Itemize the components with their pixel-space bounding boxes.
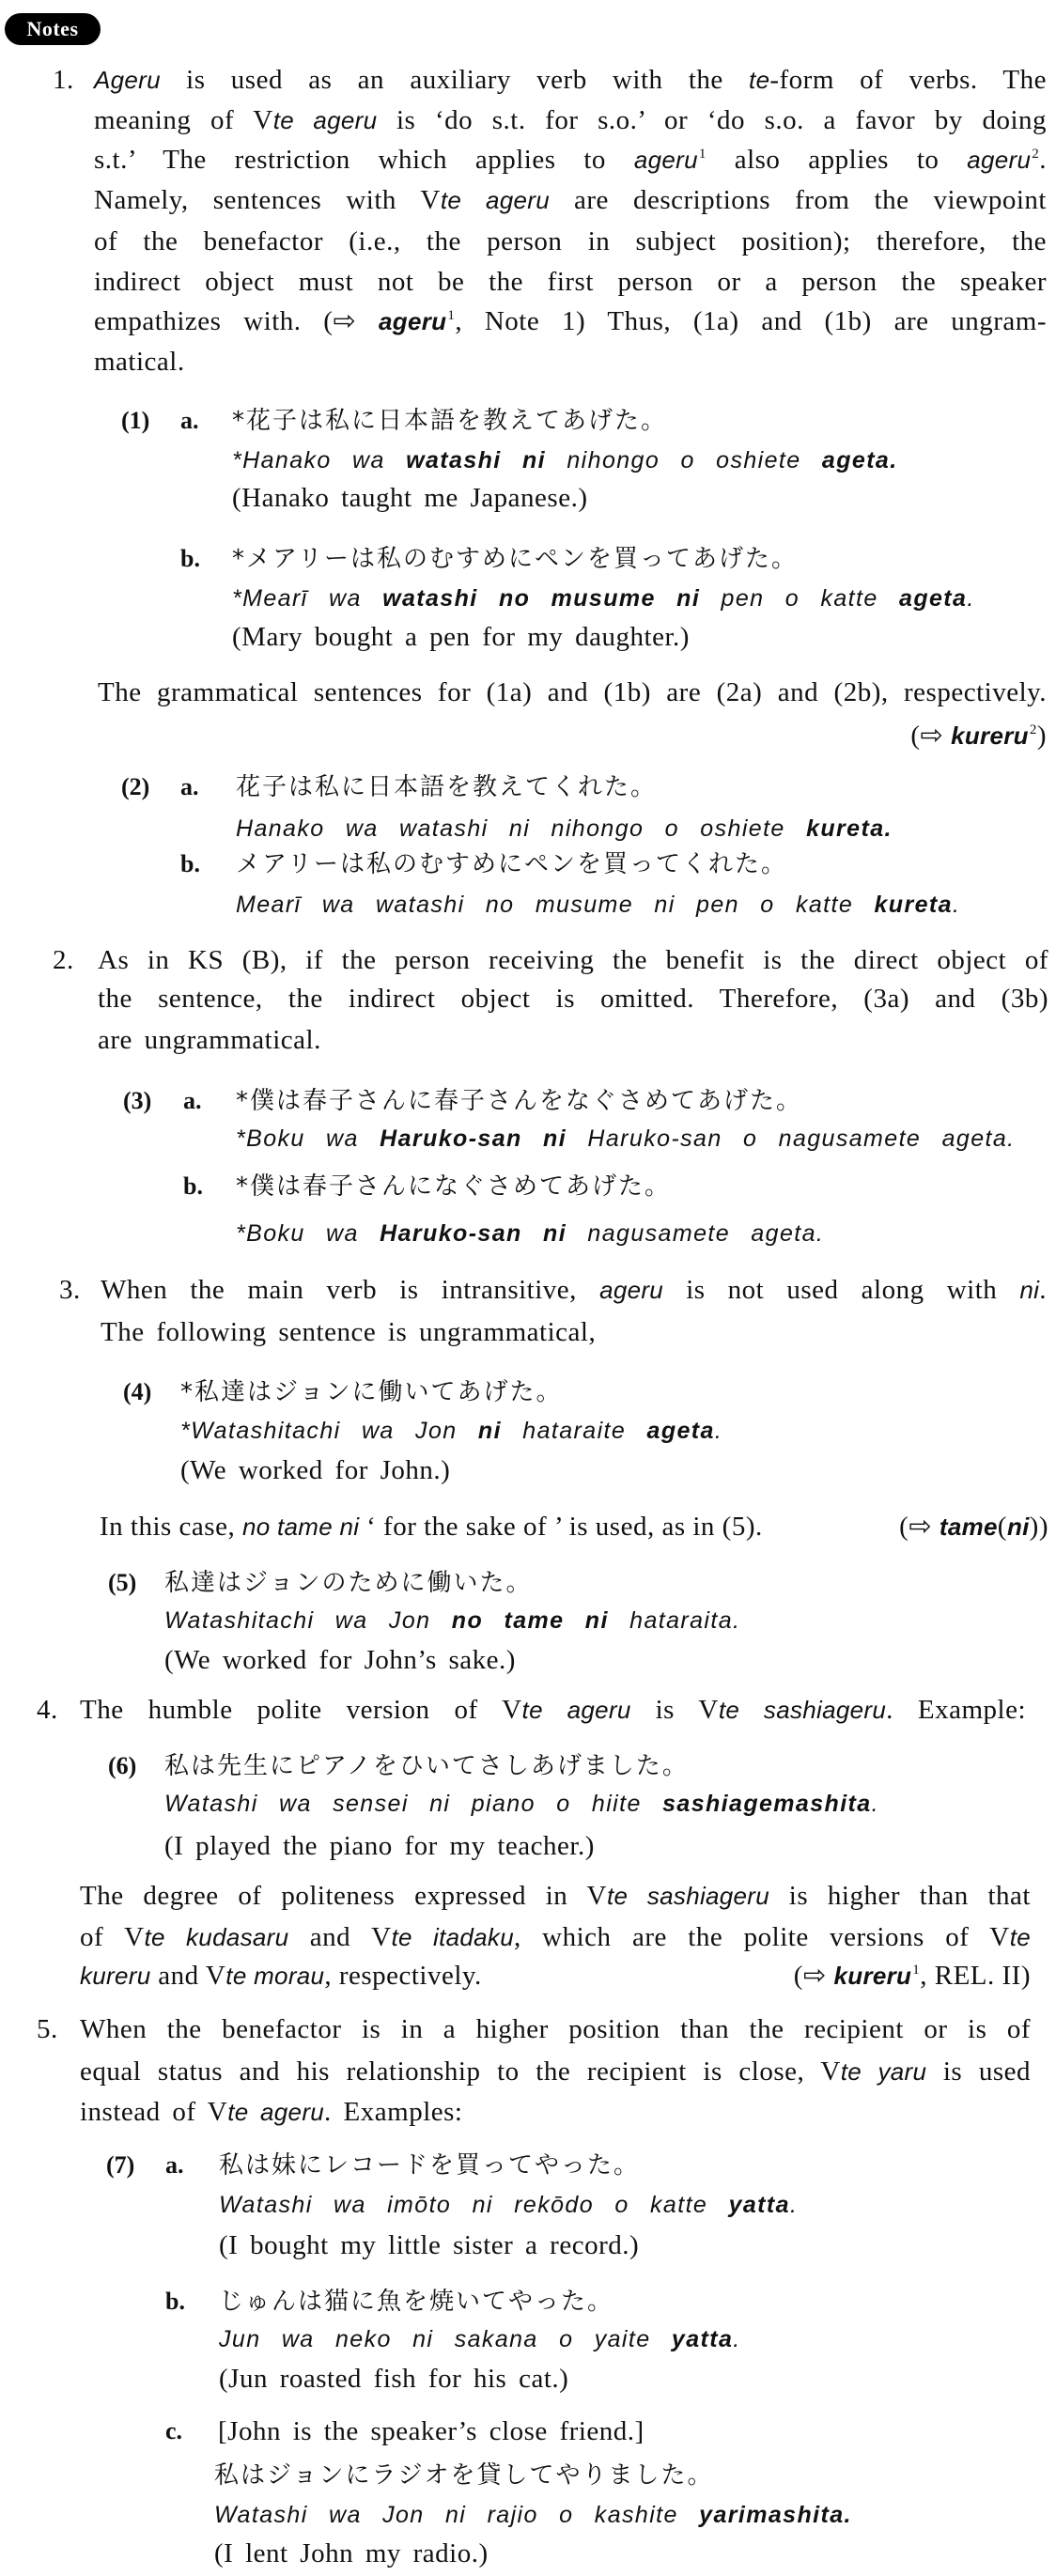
example-context: [John is the speaker’s close friend.] [218,2416,644,2446]
example-japanese: 私は先生にピアノをひいてさしあげました。 [164,1752,689,1780]
example-english: (I lent John my radio.) [214,2538,489,2568]
text: s.t.’ The restriction which applies to [94,145,634,175]
paragraph-text [80,1957,482,1994]
example-letter: b. [165,2288,185,2315]
text: is V [630,1695,719,1725]
text: As in KS (B), if the person receiving the benefit is the direct object of [98,945,1048,975]
text: ‘ for the sake of ’ is used, as in (5). [359,1512,763,1542]
romaji-emphasis: ni [477,1418,502,1444]
romaji-text: pen o katte [700,585,900,612]
text: instead of V [80,2097,228,2127]
text: When the main verb is intransitive, [101,1275,600,1305]
example-english: (I bought my little sister a record.) [219,2230,640,2260]
superscript: 1 [912,1963,921,1978]
text: also applies to [706,145,968,175]
term-italic: te morau [225,1962,325,1990]
text: is used [926,2056,1032,2087]
text: matical. [94,347,185,377]
romaji-emphasis: yatta [728,2192,790,2218]
romaji-text: *Mearī wa [232,585,383,612]
text: Namely, sentences with V [94,185,441,215]
romaji-emphasis: watashi ni [406,447,547,473]
example-japanese: 私はジョンにラジオを貸してやりました。 [214,2461,714,2490]
note-2-line [98,1021,321,1059]
text: The following sentence is ungrammatical, [101,1317,597,1347]
example-number: (7) [106,2151,135,2179]
romaji-emphasis: yatta [671,2326,734,2352]
term-italic: te sashiageru [718,1696,887,1724]
cross-ref-term: ni [1006,1513,1030,1541]
example-romaji [232,442,898,479]
romaji-text: . [871,1791,879,1817]
romaji-text: . [967,585,975,612]
note-3-number: 3. [59,1275,81,1305]
term-italic: ageru [599,1276,664,1304]
text: . [1039,1275,1047,1305]
text: is used as an auxiliary verb with the [160,65,750,95]
text: The degree of politeness expressed in V [80,1881,607,1911]
paragraph-politeness-line [80,1877,1031,1915]
text: . Example: [886,1695,1026,1725]
text: are ungrammatical. [98,1025,321,1055]
term-italic: te itadaku [391,1923,514,1951]
example-japanese: *僕は春子さんに春子さんをなぐさめてあげた。 [236,1087,803,1115]
romaji-text: Haruko-san o nagusamete ageta. [567,1125,1016,1152]
note-3-line [101,1313,596,1351]
example-letter: a. [180,773,199,800]
romaji-emphasis: kureta [874,892,953,918]
term-italic: te [1009,1923,1032,1951]
note-1-number: 1. [53,65,74,95]
term-italic: ni [1019,1276,1040,1304]
note-1-line [94,223,1047,260]
text: , which are the polite versions of V [513,1922,1010,1952]
romaji-text: . [714,1418,723,1444]
paragraph-grammatical-sentences [98,674,1047,711]
example-letter: a. [180,407,199,434]
text: of the benefactor (i.e., the person in subject position); therefore, the [94,226,1047,256]
term-italic: Ageru [94,66,161,94]
term-italic: ageru [633,146,698,174]
romaji-text: hataraita. [608,1607,741,1634]
note-2-line [98,941,1048,979]
text: is higher than that [769,1881,1031,1911]
romaji-text: Mearī wa watashi no musume ni pen o katte [236,892,875,918]
superscript: 2 [1032,147,1040,162]
example-number: (1) [121,407,150,434]
example-number: (6) [108,1752,137,1779]
romaji-text: Watashi wa Jon ni rajio o kashite [214,2502,700,2528]
cross-ref-term: tame [939,1513,998,1541]
example-romaji [164,1602,740,1639]
romaji-text: Hanako wa watashi ni nihongo o oshiete [236,815,807,842]
example-number: (2) [121,773,150,800]
romaji-emphasis: Haruko-san ni [380,1125,567,1152]
text: indirect object must not be the first person or a person the speaker [94,267,1047,297]
cross-reference [794,1957,1031,1994]
note-1-line [94,101,1047,139]
note-1-line [94,141,1047,178]
example-japanese: 私達はジョンのために働いた。 [164,1569,533,1597]
term-italic: te [749,66,770,94]
example-romaji [232,580,975,617]
text: The humble polite version of V [80,1695,522,1725]
text: , REL. II) [920,1961,1031,1991]
romaji-text: Watashi wa imōto ni rekōdo o katte [219,2192,729,2218]
example-japanese: じゅんは猫に魚を焼いてやった。 [219,2288,614,2316]
term-italic: ageru [967,146,1032,174]
example-japanese: *花子は私に日本語を教えてあげた。 [232,407,668,435]
example-japanese: *メアリーは私のむすめにペンを買ってあげた。 [232,545,798,573]
text: ) [1036,721,1047,751]
romaji-text: *Watashitachi wa Jon [180,1418,478,1444]
term-italic: te kudasaru [144,1923,289,1951]
text: , respectively. [324,1961,482,1991]
cross-ref-term: kureru [833,1962,912,1990]
note-5-line [80,2010,1031,2048]
note-4-line [80,1691,1026,1729]
example-english: (We worked for John’s sake.) [164,1645,516,1675]
example-japanese: *僕は春子さんになぐさめてあげた。 [236,1172,672,1201]
romaji-emphasis: ageta. [821,447,898,473]
text: equal status and his relationship to the recipient is close, V [80,2056,841,2087]
text: are descriptions from the viewpoint [549,185,1047,215]
romaji-text: *Boku wa [236,1125,380,1152]
example-letter: b. [180,545,200,572]
text: meaning of V [94,105,273,135]
text: and V [288,1922,392,1952]
romaji-emphasis: kureta. [806,815,893,842]
term-italic: te ageru [521,1696,631,1724]
paragraph-text [100,1508,763,1545]
note-2-line [98,980,1048,1017]
text: . [1039,145,1047,175]
text: , Note 1) Thus, (1a) and (1b) are ungram- [455,306,1047,336]
cross-ref-term: kureru [951,722,1029,750]
paragraph-politeness-line [80,1957,1031,1994]
example-letter: a. [165,2151,184,2179]
note-1-line [94,343,185,380]
romaji-emphasis: ageta [899,585,968,612]
text: ( [997,1512,1007,1542]
text: and V [150,1961,226,1991]
example-japanese: メアリーは私のむすめにペンを買ってくれた。 [236,850,787,878]
example-japanese: 花子は私に日本語を教えてくれた。 [236,773,658,801]
notes-badge [5,13,101,45]
paragraph-politeness-line [80,1918,1031,1956]
note-3-line [101,1271,1047,1309]
example-english: (I played the piano for my teacher.) [164,1831,595,1861]
paragraph-in-this-case [100,1508,1048,1545]
example-letter: a. [183,1087,202,1114]
note-1-line [94,181,1047,219]
romaji-emphasis: Haruko-san ni [380,1220,567,1247]
example-japanese: *私達はジョンに働いてあげた。 [180,1378,563,1406]
romaji-text: nagusamete ageta. [567,1220,825,1247]
example-letter: b. [180,850,200,877]
text: of V [80,1922,145,1952]
arrow-icon-text: (⇨ [910,721,952,751]
romaji-emphasis: watashi no musume ni [382,585,701,612]
superscript: 2 [1029,722,1037,737]
romaji-emphasis: no tame ni [451,1607,609,1634]
note-5-line [80,2093,462,2131]
term-italic: kureru [80,1962,151,1990]
text: The grammatical sentences for (1a) and (1b) are (2a) and (2b), respectively. [98,677,1047,707]
text: When the benefactor is in a higher position than the recipient or is of [80,2014,1031,2044]
romaji-text: . [952,892,961,918]
arrow-icon-text: (⇨ [899,1512,940,1542]
example-letter: b. [183,1172,203,1200]
example-number: (3) [123,1087,152,1114]
example-japanese: 私は妹にレコードを買ってやった。 [219,2151,641,2180]
example-romaji [219,2186,798,2224]
example-number: (4) [123,1378,152,1405]
example-romaji [236,886,960,923]
example-english: (We worked for John.) [180,1455,451,1485]
romaji-text: *Boku wa [236,1220,380,1247]
example-romaji [219,2320,741,2358]
romaji-text: . [789,2192,799,2218]
cross-reference [910,717,1047,754]
romaji-emphasis: yarimashita. [699,2502,852,2528]
cross-ref-term: ageru [379,307,447,335]
example-romaji [236,810,893,847]
example-romaji [180,1412,722,1450]
term-italic: te ageru [440,186,550,214]
example-english: (Mary bought a pen for my daughter.) [232,622,690,652]
term-italic: te ageru [227,2098,325,2126]
text: is ‘do s.t. for s.o.’ or ‘do s.o. a favor by doing [377,105,1048,135]
text: empathizes with. (⇨ [94,306,380,336]
romaji-text: *Hanako wa [232,447,407,473]
example-letter: c. [165,2417,183,2444]
text: )) [1029,1512,1048,1542]
example-romaji [236,1120,1016,1157]
text: -form of verbs. The [769,65,1047,95]
example-romaji [164,1785,879,1823]
notes-badge-label: Notes [26,17,79,40]
term-italic: te sashiageru [607,1882,770,1910]
note-1-line [94,263,1047,301]
text: is not used along with [663,1275,1020,1305]
note-1-line [94,61,1047,99]
text: the sentence, the indirect object is omitted. Therefore, (3a) and (3b) [98,984,1048,1014]
term-italic: te yaru [840,2057,927,2086]
superscript: 1 [698,147,707,162]
romaji-text: Watashitachi wa Jon [164,1607,452,1634]
text: In this case, [100,1512,242,1542]
arrow-icon-text: (⇨ [793,1961,834,1991]
cross-reference [899,1508,1048,1545]
romaji-text: Watashi wa sensei ni piano o hiite [164,1791,663,1817]
term-italic: te ageru [272,106,378,134]
romaji-emphasis: ageta [646,1418,715,1444]
romaji-text: Jun wa neko ni sakana o yaite [219,2326,672,2352]
term-italic: no tame ni [241,1513,360,1541]
example-number: (5) [108,1569,137,1596]
note-2-number: 2. [53,945,74,975]
romaji-text: nihongo o oshiete [546,447,822,473]
superscript: 1 [447,308,456,323]
example-romaji [214,2496,852,2534]
romaji-emphasis: sashiagemashita [662,1791,872,1817]
example-romaji [236,1215,824,1252]
note-5-number: 5. [37,2014,58,2044]
romaji-text: . [733,2326,741,2352]
example-english: (Hanako taught me Japanese.) [232,483,588,513]
text: . Examples: [324,2097,463,2127]
note-4-number: 4. [37,1695,58,1725]
romaji-text: hataraite [501,1418,647,1444]
example-english: (Jun roasted fish for his cat.) [219,2364,569,2394]
note-1-line [94,303,1047,340]
note-5-line [80,2053,1031,2090]
